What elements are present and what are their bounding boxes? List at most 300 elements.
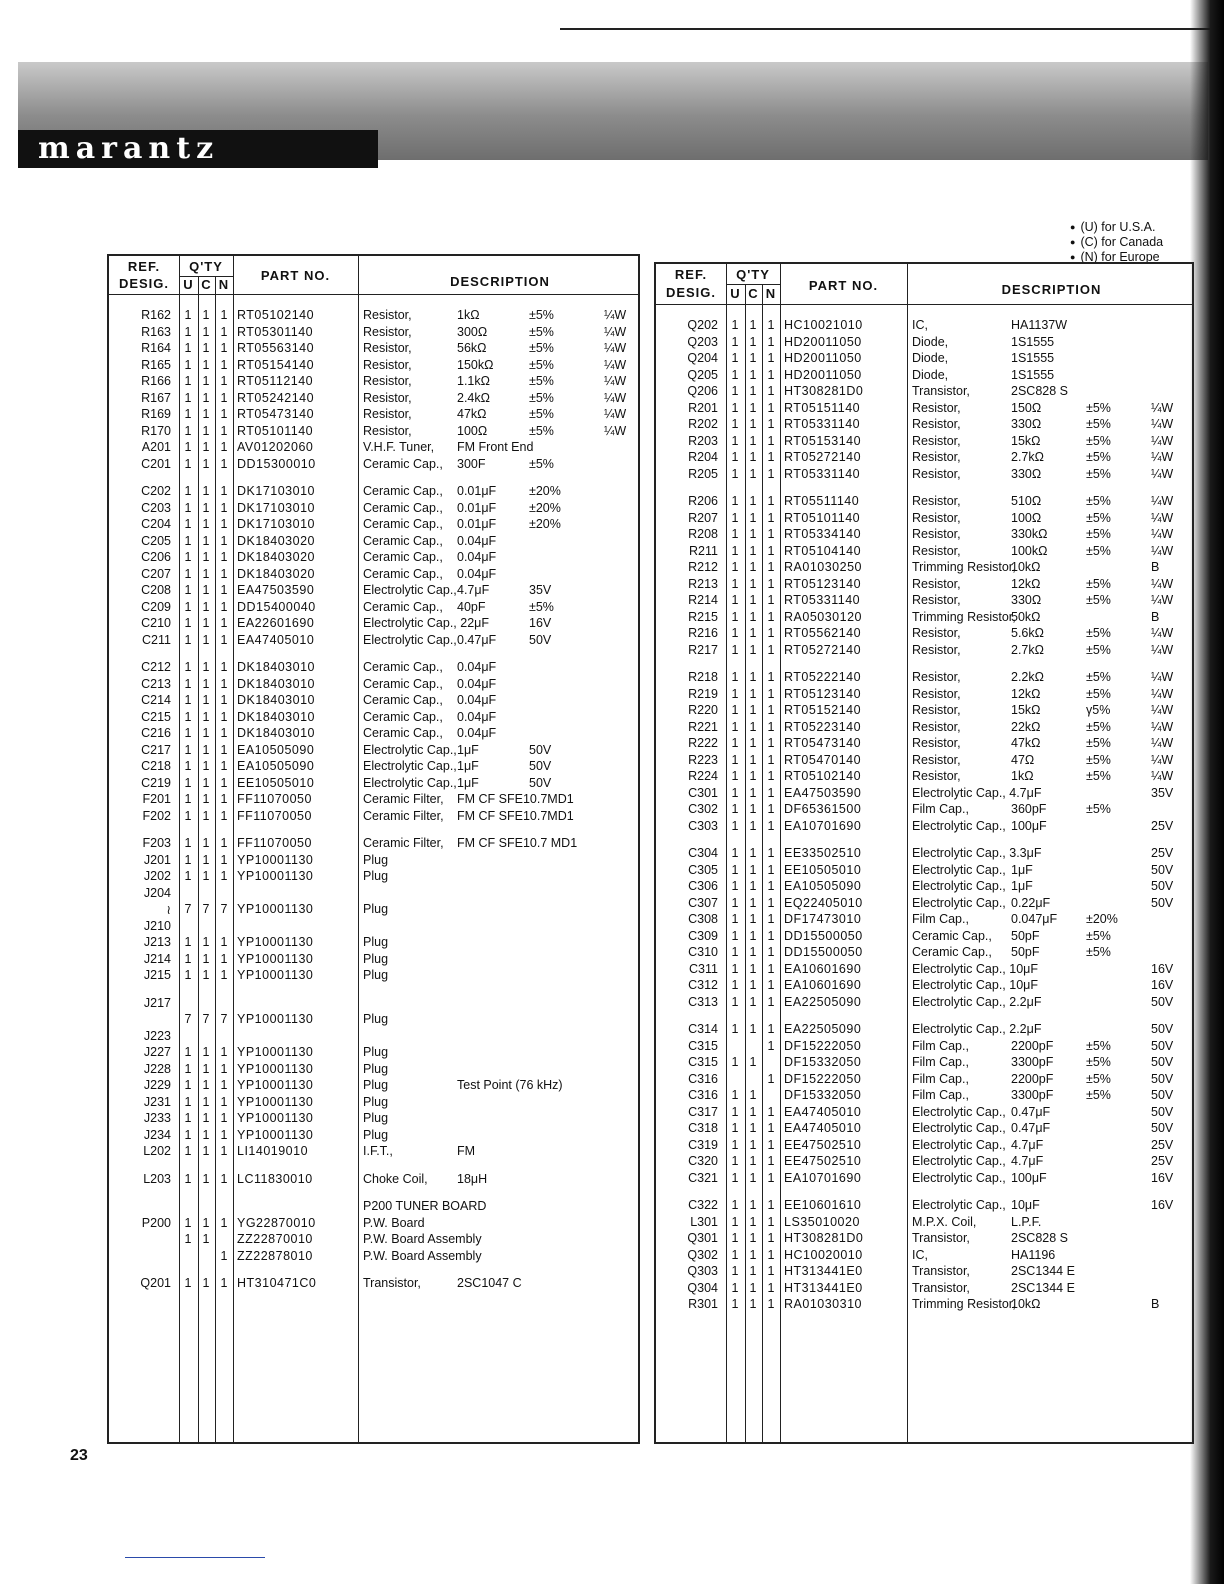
rating-cell: ¼W [1151, 736, 1174, 750]
desc-cell: Plug [363, 1094, 389, 1109]
ref-cell: R170 [141, 423, 171, 438]
table-row [656, 1055, 1192, 1072]
qty-n-cell: 1 [767, 543, 775, 558]
tolerance-cell: ±5% [529, 423, 554, 438]
value-cell: 2.7kΩ [1011, 450, 1044, 464]
qty-c-cell: 7 [202, 902, 210, 916]
qty-n-cell: 1 [220, 1061, 228, 1076]
desc-cell: Ceramic Filter, [363, 836, 444, 850]
tolerance-cell: ±5% [1086, 642, 1111, 657]
part-no-cell: DF17473010 [784, 912, 862, 926]
rating-cell: ¼W [1151, 703, 1174, 717]
tolerance-cell: ±5% [1086, 945, 1111, 959]
table-row [109, 407, 638, 424]
qty-c-cell: 1 [749, 846, 757, 860]
ref-cell: R212 [688, 560, 718, 574]
table-row [109, 424, 638, 441]
qty-u-cell: 1 [731, 560, 739, 574]
value-cell: 0.047μF [1011, 912, 1058, 926]
qty-n-cell: 1 [220, 456, 228, 471]
ref-cell: R205 [688, 466, 718, 481]
part-no-cell: RT05152140 [784, 703, 862, 717]
tolerance-cell: ±5% [1086, 576, 1111, 591]
part-no-cell: AV01202060 [237, 440, 314, 454]
qty-u-cell: 1 [184, 583, 192, 597]
desc-cell: Electrolytic Cap., [363, 583, 457, 597]
desc-cell: Resistor, [912, 593, 961, 607]
row-gap [109, 1161, 638, 1172]
qty-c-cell: 1 [749, 510, 757, 525]
qty-n-cell: 1 [767, 928, 775, 943]
desc-cell: IC, [912, 1247, 928, 1262]
rating-cell: ¼W [604, 324, 627, 339]
desc-cell: Plug [363, 1045, 389, 1059]
qty-n-cell: 1 [767, 912, 775, 926]
table-row [109, 325, 638, 342]
table-row [109, 600, 638, 617]
desc-cell: Resistor, [363, 341, 412, 355]
table-row [656, 450, 1192, 467]
desc-cell: Film Cap., [912, 1038, 969, 1053]
desc-cell: Resistor, [912, 670, 961, 684]
desc-cell: Resistor, [912, 642, 961, 657]
qty-c-cell: 1 [749, 560, 757, 574]
value-cell: 2.2kΩ [1011, 670, 1044, 684]
rating-cell: ¼W [1151, 417, 1174, 431]
desc-cell: Ceramic Filter, [363, 792, 444, 806]
underline-mark [125, 1557, 265, 1558]
qty-n-cell: 1 [220, 583, 228, 597]
qty-n-cell: 1 [220, 1094, 228, 1109]
desc-cell: Electrolytic Cap., 4.7μF [912, 785, 1042, 800]
rating-cell: 50V [1151, 994, 1174, 1009]
qty-u-cell: 1 [184, 1061, 192, 1076]
qty-c-cell: 1 [749, 736, 757, 750]
part-no-cell: FF11070050 [237, 808, 312, 823]
value-cell: Test Point (76 kHz) [457, 1078, 563, 1092]
qty-c-cell: 1 [202, 632, 210, 647]
qty-n-cell: 1 [220, 407, 228, 421]
ref-cell: C316 [688, 1071, 718, 1086]
ref-cell: R165 [141, 357, 171, 372]
part-no-cell: RT05104140 [784, 543, 862, 558]
tolerance-cell: ±5% [1086, 769, 1111, 783]
qty-n-cell: 1 [220, 1111, 228, 1125]
qty-u-cell: 1 [184, 808, 192, 823]
ref-cell: Q202 [687, 318, 718, 332]
ref-cell: C209 [141, 599, 171, 614]
row-gap [109, 985, 638, 996]
qty-u-cell: 1 [731, 670, 739, 684]
value-cell: 330Ω [1011, 417, 1042, 431]
qty-c-cell: 1 [749, 334, 757, 349]
table-row [109, 1012, 638, 1029]
qty-c-cell: 1 [202, 1171, 210, 1186]
desc-cell: V.H.F. Tuner, [363, 440, 435, 454]
ref-header: REF. [674, 267, 708, 282]
part-no-cell: RT05331140 [784, 593, 861, 607]
qty-c-cell: 1 [202, 500, 210, 515]
part-no-cell: DK18403010 [237, 709, 315, 724]
tolerance-cell: 16V [529, 616, 552, 630]
qty-n-cell: 1 [767, 1154, 775, 1168]
qty-u-cell: 1 [184, 852, 192, 867]
qty-u-cell: 1 [731, 752, 739, 767]
qty-c-cell: 1 [749, 719, 757, 734]
desc-cell: Ceramic Cap., [363, 599, 443, 614]
page-number: 23 [70, 1447, 88, 1464]
ref-cell: Q203 [687, 334, 718, 349]
qty-n-cell: 1 [220, 1127, 228, 1142]
qty-u-cell: 1 [184, 390, 192, 405]
qty-c-cell: 1 [749, 862, 757, 877]
ref-cell: C308 [688, 912, 718, 926]
part-no-cell: RT05222140 [784, 670, 862, 684]
part-no-cell: DD15500050 [784, 945, 863, 959]
qty-n-cell: 1 [220, 357, 228, 372]
value-cell: L.P.F. [1011, 1214, 1042, 1229]
table-row [656, 560, 1192, 577]
value-cell: 100μF [1011, 818, 1047, 833]
ref-cell: C206 [141, 550, 171, 564]
table-row [109, 710, 638, 727]
qty-c-cell: 1 [202, 1144, 210, 1158]
part-no-cell: RT05102140 [784, 769, 862, 783]
qty-n-cell: 1 [767, 703, 775, 717]
ref-cell: J233 [143, 1111, 171, 1125]
table-row [656, 467, 1192, 484]
ref-cell: C201 [141, 456, 171, 471]
desc-cell: Resistor, [363, 407, 412, 421]
qty-c-cell: 1 [202, 324, 210, 339]
part-no-cell: LS35010020 [784, 1214, 860, 1229]
table-row [109, 660, 638, 677]
qty-u-cell: 1 [731, 1104, 739, 1119]
value-cell: FM CF SFE10.7 MD1 [457, 836, 578, 850]
value-cell: HA1196 [1011, 1247, 1056, 1262]
part-no-cell: RT05123140 [784, 686, 862, 701]
qty-c-cell: 1 [749, 1198, 757, 1212]
ref-cell: R208 [688, 527, 718, 541]
qty-u-cell: 1 [184, 374, 192, 388]
ref-cell: J201 [143, 852, 171, 867]
ref-cell: R206 [688, 494, 718, 508]
table-row [109, 809, 638, 826]
qty-u-cell: 1 [184, 709, 192, 724]
qty-c-cell: 1 [202, 792, 210, 806]
table-row [109, 1062, 638, 1079]
qty-u-cell: 1 [731, 466, 739, 481]
value-cell: 1S1555 [1011, 351, 1055, 365]
value-cell: FM CF SFE10.7MD1 [457, 808, 574, 823]
qty-u-cell: 1 [731, 961, 739, 976]
qty-n-cell: 1 [767, 318, 775, 332]
value-cell: 2SC1047 C [457, 1276, 522, 1290]
qty-u-cell: 1 [731, 1231, 739, 1245]
value-cell: 0.01μF [457, 500, 497, 515]
ref-cell: C316 [688, 1088, 718, 1102]
qty-u-cell: 1 [184, 324, 192, 339]
rating-cell: ¼W [1151, 543, 1174, 558]
ref-cell: C219 [141, 775, 171, 790]
desc-cell: Film Cap., [912, 1071, 969, 1086]
qty-n-cell: 1 [767, 609, 775, 624]
part-no-cell: EE33502510 [784, 846, 862, 860]
part-no-cell: EE10505010 [784, 862, 862, 877]
top-rule [560, 28, 1210, 30]
value-cell: 0.04μF [457, 693, 497, 707]
table-row [656, 544, 1192, 561]
qty-n-cell: 1 [220, 374, 228, 388]
rating-cell: 50V [1151, 1071, 1174, 1086]
tolerance-cell: ±5% [529, 407, 554, 421]
qty-n-cell: 1 [220, 517, 228, 531]
tolerance-cell: ±5% [1086, 626, 1111, 640]
desc-cell: Electrolytic Cap., [912, 879, 1006, 893]
qty-n-cell: 1 [220, 1144, 228, 1158]
qty-n-cell: 1 [220, 676, 228, 691]
desc-cell: Electrolytic Cap., [363, 775, 457, 790]
qty-n-cell: 1 [220, 1215, 228, 1230]
ref-cell: L203 [143, 1171, 171, 1186]
part-no-cell: RT05153140 [784, 433, 862, 448]
qty-u-header: U [730, 286, 741, 301]
table-row [109, 501, 638, 518]
qty-u-cell: 1 [731, 433, 739, 448]
qty-c-cell: 1 [749, 895, 757, 910]
table-row [656, 1088, 1192, 1105]
qty-c-cell: 1 [749, 1104, 757, 1119]
part-no-cell: RT05562140 [784, 626, 862, 640]
ref-cell: R222 [688, 736, 718, 750]
qty-c-cell: 1 [749, 1137, 757, 1152]
desc-cell: Electrolytic Cap., [912, 1104, 1006, 1119]
qty-u-cell: 1 [731, 928, 739, 943]
desc-cell: Plug [363, 1061, 389, 1076]
part-no-cell: YP10001130 [237, 968, 314, 982]
part-no-cell: RT05511140 [784, 494, 860, 508]
part-no-cell: RT05123140 [784, 576, 862, 591]
table-row [109, 1111, 638, 1128]
row-gap [109, 473, 638, 484]
ref-cell: C303 [688, 818, 718, 833]
description-header: DESCRIPTION [1001, 282, 1102, 297]
desc-cell: Electrolytic Cap., [912, 1137, 1006, 1152]
ref-cell: R216 [688, 626, 718, 640]
qty-c-cell: 1 [749, 384, 757, 398]
value-cell: 40pF [457, 599, 486, 614]
qty-n-cell: 1 [767, 1071, 775, 1086]
desc-cell: Film Cap., [912, 1055, 969, 1069]
qty-u-cell: 1 [731, 1170, 739, 1185]
rating-cell: 50V [1151, 1055, 1174, 1069]
desc-cell: Plug [363, 852, 389, 867]
table-row [109, 616, 638, 633]
part-no-cell: HC10021010 [784, 318, 863, 332]
table-row [109, 919, 638, 936]
rating-cell: B [1151, 609, 1160, 624]
qty-c-cell: 1 [749, 1231, 757, 1245]
ref-cell: R166 [141, 374, 171, 388]
qty-u-cell: 1 [731, 527, 739, 541]
part-no-cell: EA10601690 [784, 961, 862, 976]
ref-cell: R301 [688, 1297, 718, 1311]
desc-cell: P.W. Board [363, 1215, 425, 1230]
tolerance-cell: ±5% [1086, 400, 1111, 415]
table-row [656, 643, 1192, 660]
qty-u-cell: 1 [184, 1111, 192, 1125]
qty-c-cell: 1 [202, 456, 210, 471]
part-no-cell: YP10001130 [237, 1111, 314, 1125]
ref-cell: C317 [688, 1104, 718, 1119]
qty-u-cell: 1 [184, 599, 192, 614]
qty-n-cell: 7 [220, 1012, 228, 1026]
rating-cell: ¼W [1151, 494, 1174, 508]
qty-c-cell: 1 [749, 1170, 757, 1185]
qty-u-cell: 1 [731, 576, 739, 591]
part-no-cell: DD15300010 [237, 456, 316, 471]
part-no-cell: FF11070050 [237, 836, 312, 850]
rating-cell: 50V [1151, 895, 1174, 910]
part-no-cell: RT05102140 [237, 308, 315, 322]
desc-cell: Resistor, [363, 390, 412, 405]
part-no-cell: YP10001130 [237, 852, 314, 867]
qty-n-cell: 1 [767, 818, 775, 833]
qty-u-cell: 1 [184, 500, 192, 515]
table-row [109, 391, 638, 408]
qty-c-cell: 1 [202, 759, 210, 773]
tolerance-cell: ±20% [529, 500, 561, 515]
legend-usa: ● (U) for U.S.A. [1070, 220, 1163, 235]
qty-c-cell: 1 [202, 566, 210, 581]
value-cell: 1kΩ [457, 308, 480, 322]
part-no-cell: EA22505090 [784, 994, 862, 1009]
table-row [656, 1198, 1192, 1215]
desc-cell: Resistor, [912, 543, 961, 558]
qty-n-header: N [765, 286, 777, 301]
qty-c-cell: 1 [749, 879, 757, 893]
qty-u-cell: 1 [731, 945, 739, 959]
qty-u-cell: 1 [184, 308, 192, 322]
qty-c-cell: 1 [202, 440, 210, 454]
table-row [656, 736, 1192, 753]
part-no-cell: RA01030310 [784, 1297, 862, 1311]
ref-header: REF. [127, 259, 161, 274]
desc-cell: Resistor, [363, 324, 412, 339]
desc-cell: Resistor, [912, 703, 961, 717]
qty-c-cell: 1 [202, 1232, 210, 1246]
part-no-cell: RT05112140 [237, 374, 314, 388]
table-row [109, 952, 638, 969]
part-no-cell: ZZ22870010 [237, 1232, 313, 1246]
qty-c-cell: 1 [749, 318, 757, 332]
tolerance-cell: γ5% [1086, 703, 1111, 717]
ref-cell: Q304 [687, 1280, 718, 1295]
desc-cell: Ceramic Cap., [363, 533, 443, 548]
desc-cell: Transistor, [912, 1280, 970, 1295]
ref-cell: L301 [690, 1214, 718, 1229]
qty-u-cell: 1 [184, 968, 192, 982]
qty-u-cell: 1 [184, 836, 192, 850]
value-cell: 0.04μF [457, 550, 497, 564]
page-edge-shadow [1190, 0, 1224, 1584]
part-no-cell: DF65361500 [784, 802, 862, 816]
rating-cell: ¼W [604, 423, 627, 438]
value-cell: 0.04μF [457, 726, 497, 740]
part-no-cell: RA01030250 [784, 560, 862, 574]
qty-u-cell: 1 [184, 484, 192, 498]
part-no-cell: HC10020010 [784, 1247, 863, 1262]
qty-c-cell: 1 [202, 1045, 210, 1059]
qty-n-cell: 1 [220, 709, 228, 724]
ref-cell: C321 [688, 1170, 718, 1185]
qty-c-cell: 1 [202, 583, 210, 597]
qty-c-cell: 1 [749, 818, 757, 833]
qty-c-cell: 1 [749, 400, 757, 415]
qty-u-cell: 1 [731, 543, 739, 558]
qty-header: Q'TY [736, 267, 770, 282]
rating-cell: 16V [1151, 978, 1174, 992]
qty-n-cell: 1 [767, 1170, 775, 1185]
part-no-cell: EA22601690 [237, 616, 315, 630]
qty-c-cell: 1 [749, 802, 757, 816]
qty-n-cell: 1 [767, 1264, 775, 1278]
qty-c-cell: 1 [749, 1264, 757, 1278]
qty-u-cell: 1 [184, 1078, 192, 1092]
qty-n-cell: 1 [767, 417, 775, 431]
ref-cell: F203 [142, 836, 171, 850]
desc-cell: Transistor, [912, 1231, 970, 1245]
value-cell: 5.6kΩ [1011, 626, 1044, 640]
tolerance-cell: ±20% [529, 484, 561, 498]
desc-cell: Diode, [912, 334, 949, 349]
qty-u-cell: 1 [731, 1121, 739, 1135]
qty-u-cell: 1 [731, 626, 739, 640]
rating-cell: 50V [1151, 1104, 1174, 1119]
desc-cell: Electrolytic Cap., [912, 862, 1006, 877]
tolerance-cell: ±5% [529, 357, 554, 372]
qty-u-cell: 1 [731, 862, 739, 877]
part-no-cell: DF15332050 [784, 1055, 862, 1069]
part-no-cell: DK18403020 [237, 566, 315, 581]
part-no-cell: EA10505090 [237, 742, 315, 757]
qty-n-cell: 1 [220, 533, 228, 548]
qty-c-cell: 1 [749, 961, 757, 976]
tolerance-cell: ±5% [529, 390, 554, 405]
table-row [109, 869, 638, 886]
tolerance-cell: ±5% [1086, 752, 1111, 767]
qty-n-cell: 1 [767, 1038, 775, 1053]
part-no-cell: EA10701690 [784, 1170, 862, 1185]
qty-u-cell: 1 [184, 1045, 192, 1059]
value-cell: 50pF [1011, 945, 1040, 959]
qty-u-cell: 1 [184, 1171, 192, 1186]
qty-n-cell: 1 [767, 642, 775, 657]
ref-cell: C216 [141, 726, 171, 740]
table-row [109, 1172, 638, 1189]
qty-c-cell: 1 [202, 1078, 210, 1092]
table-row [656, 610, 1192, 627]
ref-cell: R162 [141, 308, 171, 322]
part-no-cell: YP10001130 [237, 902, 314, 916]
qty-n-cell: 1 [767, 785, 775, 800]
part-no-cell: EA10505090 [237, 759, 315, 773]
qty-c-cell: 1 [749, 1088, 757, 1102]
ref-cell: R211 [689, 543, 718, 558]
qty-c-cell: 1 [202, 1276, 210, 1290]
tolerance-cell: ±5% [1086, 433, 1111, 448]
ref-cell: R217 [688, 642, 718, 657]
